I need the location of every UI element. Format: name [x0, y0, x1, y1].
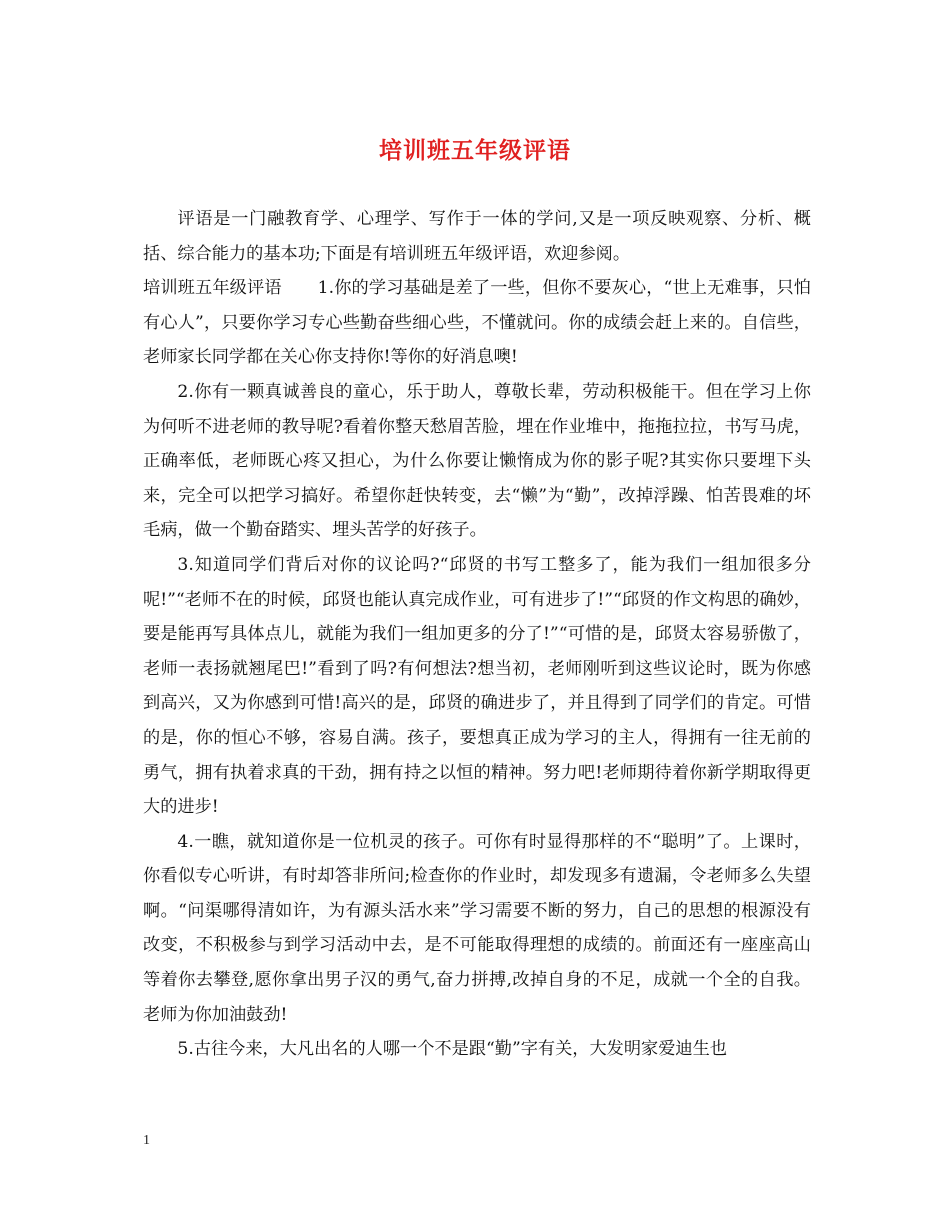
page-number: 1 — [143, 1133, 150, 1148]
document-title: 培训班五年级评语 — [379, 138, 571, 164]
comment-text-1: 1.你的学习基础是差了一些，但你不要灰心，“世上无难事，只怕有心人”，只要你学习专心些勤奋些细心些，不懂就问。你的成绩会赶上来的。自信些，老师家长同学都在关心你支持你!等你的好消息噢! — [143, 278, 811, 368]
intro-paragraph: 评语是一门融教育学、心理学、写作于一体的学问,又是一项反映观察、分析、概括、综合能力的基本功;下面是有培训班五年级评语，欢迎参阅。 — [143, 209, 811, 264]
comment-paragraph-5: 5.古往今来，大凡出名的人哪一个不是跟“勤”字有关，大发明家爱迪生也 — [177, 1039, 727, 1060]
comment-paragraph-1 — [143, 271, 811, 375]
comment-paragraph-2: 2.你有一颗真诚善良的童心，乐于助人，尊敬长辈，劳动积极能干。但在学习上你为何听不进老师的教导呢?看着你整天愁眉苦脸，埋在作业堆中，拖拖拉拉，书写马虎，正确率低，老师既心疼又担心，为什么你要让懒惰成为你的影子呢?其实你只要埋下头来，完全可以把学习搞好。希望你赶快转变，去“懒”为“勤”，改掉浮躁、怕苦畏难的坏毛病，做一个勤奋踏实、埋头苦学的好孩子。 — [143, 381, 811, 541]
comment-paragraph-4: 4.一瞧，就知道你是一位机灵的孩子。可你有时显得那样的不“聪明”了。上课时，你看似专心听讲，有时却答非所问;检查你的作业时，却发现多有遗漏，令老师多么失望啊。“问渠哪得清如许，为有源头活水来”学习需要不断的努力，自己的思想的根源没有改变，不积极参与到学习活动中去，是不可能取得理想的成绩的。前面还有一座座高山等着你去攀登,愿你拿出男子汉的勇气,奋力拼搏,改掉自身的不足，成就一个全的自我。老师为你加油鼓劲! — [143, 831, 811, 1025]
comment-paragraph-3: 3.知道同学们背后对你的议论吗?“邱贤的书写工整多了，能为我们一组加很多分呢!”“老师不在的时候，邱贤也能认真完成作业，可有进步了!”“邱贤的作文构思的确妙，要是能再写具体点儿，就能为我们一组加更多的分了!”“可惜的是，邱贤太容易骄傲了，老师一表扬就翘尾巴!”看到了吗?有何想法?想当初，老师刚听到这些议论时，既为你感到高兴，又为你感到可惜!高兴的是，邱贤的确进步了，并且得到了同学们的肯定。可惜的是，你的恒心不够，容易自满。孩子，要想真正成为学习的主人，得拥有一往无前的勇气，拥有执着求真的干劲，拥有持之以恒的精神。努力吧!老师期待着你新学期取得更大的进步! — [143, 554, 811, 818]
document-body — [143, 202, 811, 1067]
section-label: 培训班五年级评语 — [143, 278, 282, 299]
